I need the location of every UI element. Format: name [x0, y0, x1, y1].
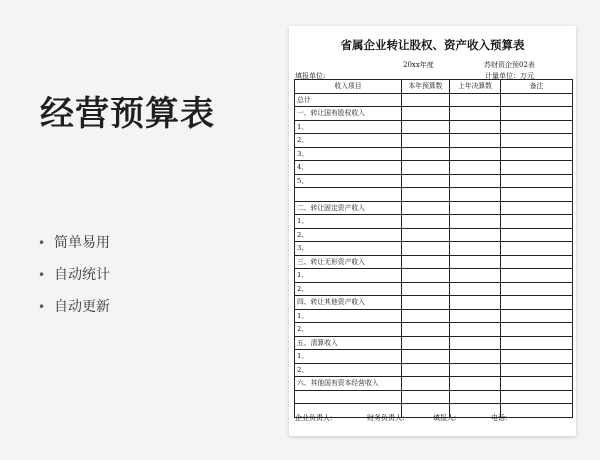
- table-cell: [501, 201, 573, 215]
- row-label: [295, 390, 402, 404]
- row-label: 六、其他国有资本经营收入: [295, 377, 402, 391]
- feature-list: [38, 232, 110, 328]
- row-label: 3、: [295, 147, 402, 161]
- table-row: [295, 282, 573, 296]
- table-cell: [402, 323, 450, 337]
- bullet-icon: •: [38, 236, 46, 250]
- table-row: [295, 323, 573, 337]
- table-cell: [450, 336, 501, 350]
- table-cell: [450, 255, 501, 269]
- form-number: 苏财资企预02表: [484, 61, 535, 69]
- table-cell: [450, 323, 501, 337]
- row-label: 1、: [295, 309, 402, 323]
- table-cell: [402, 350, 450, 364]
- signature-label: 电话:: [491, 414, 508, 422]
- table-cell: [501, 296, 573, 310]
- row-label: 总计: [295, 93, 402, 107]
- table-cell: [402, 201, 450, 215]
- document-preview: [289, 26, 576, 436]
- bullet-icon: •: [38, 300, 46, 314]
- row-label: 四、转让其他资产收入: [295, 296, 402, 310]
- table-cell: [402, 120, 450, 134]
- feature-item: [38, 264, 110, 296]
- table-cell: [450, 147, 501, 161]
- row-label: 2、: [295, 363, 402, 377]
- table-row: [295, 134, 573, 148]
- feature-label: 简单易用: [54, 235, 110, 251]
- table-row: [295, 201, 573, 215]
- bullet-icon: •: [38, 268, 46, 282]
- table-cell: [450, 174, 501, 188]
- table-row: [295, 161, 573, 175]
- table-cell: [450, 188, 501, 202]
- table-cell: [402, 215, 450, 229]
- table-cell: [501, 350, 573, 364]
- column-header: 本年预算数: [402, 80, 450, 94]
- table-cell: [402, 336, 450, 350]
- table-cell: [501, 188, 573, 202]
- table-body: [295, 93, 573, 417]
- row-label: [295, 188, 402, 202]
- table-cell: [501, 336, 573, 350]
- table-cell: [450, 363, 501, 377]
- measurement-unit-label: 计量单位：万元: [485, 72, 534, 80]
- table-cell: [501, 377, 573, 391]
- table-row: [295, 228, 573, 242]
- table-row: [295, 269, 573, 283]
- table-cell: [402, 188, 450, 202]
- row-label: 二、转让固定资产收入: [295, 201, 402, 215]
- table-cell: [402, 296, 450, 310]
- table-cell: [402, 93, 450, 107]
- column-header: 上年决算数: [450, 80, 501, 94]
- table-cell: [501, 309, 573, 323]
- row-label: 4、: [295, 161, 402, 175]
- reporting-unit-label: 填报单位:: [295, 72, 326, 80]
- table-cell: [501, 242, 573, 256]
- feature-item: [38, 296, 110, 328]
- row-label: 2、: [295, 323, 402, 337]
- table-row: [295, 390, 573, 404]
- table-cell: [501, 282, 573, 296]
- row-label: 5、: [295, 174, 402, 188]
- row-label: 五、清算收入: [295, 336, 402, 350]
- table-cell: [402, 147, 450, 161]
- table-cell: [450, 228, 501, 242]
- table-cell: [450, 282, 501, 296]
- table-cell: [402, 390, 450, 404]
- table-cell: [501, 161, 573, 175]
- table-cell: [450, 390, 501, 404]
- row-label: 2、: [295, 282, 402, 296]
- table-row: [295, 242, 573, 256]
- table-cell: [450, 242, 501, 256]
- row-label: 1、: [295, 269, 402, 283]
- row-label: 1、: [295, 120, 402, 134]
- table-cell: [402, 134, 450, 148]
- table-row: [295, 120, 573, 134]
- table-cell: [501, 255, 573, 269]
- table-row: [295, 93, 573, 107]
- table-cell: [402, 255, 450, 269]
- table-cell: [402, 107, 450, 121]
- table-cell: [501, 404, 573, 418]
- table-cell: [501, 323, 573, 337]
- table-cell: [402, 363, 450, 377]
- table-cell: [450, 201, 501, 215]
- table-row: [295, 147, 573, 161]
- table-cell: [450, 161, 501, 175]
- row-label: 1、: [295, 215, 402, 229]
- table-cell: [450, 93, 501, 107]
- table-row: [295, 107, 573, 121]
- feature-label: 自动统计: [54, 267, 110, 283]
- row-label: 3、: [295, 242, 402, 256]
- table-cell: [402, 242, 450, 256]
- table-cell: [402, 161, 450, 175]
- table-cell: [402, 309, 450, 323]
- fiscal-year: 20xx年度: [403, 61, 434, 69]
- table-row: [295, 296, 573, 310]
- table-cell: [450, 134, 501, 148]
- table-cell: [450, 107, 501, 121]
- table-cell: [501, 147, 573, 161]
- table-row: [295, 188, 573, 202]
- table-row: [295, 309, 573, 323]
- table-row: [295, 377, 573, 391]
- table-header-row: [295, 80, 573, 94]
- row-label: 1、: [295, 350, 402, 364]
- table-cell: [450, 120, 501, 134]
- signature-label: 企业负责人:: [295, 414, 333, 422]
- table-row: [295, 215, 573, 229]
- table-row: [295, 363, 573, 377]
- table-cell: [501, 134, 573, 148]
- table-cell: [402, 269, 450, 283]
- signature-label: 填报人:: [433, 414, 457, 422]
- table-cell: [402, 282, 450, 296]
- table-cell: [402, 174, 450, 188]
- table-cell: [450, 377, 501, 391]
- table-cell: [450, 215, 501, 229]
- table-cell: [402, 228, 450, 242]
- table-cell: [501, 215, 573, 229]
- column-header: 备注: [501, 80, 573, 94]
- table-cell: [501, 363, 573, 377]
- table-cell: [501, 174, 573, 188]
- row-label: 2、: [295, 228, 402, 242]
- column-header: 收入项目: [295, 80, 402, 94]
- row-label: 三、转让无形资产收入: [295, 255, 402, 269]
- table-row: [295, 255, 573, 269]
- table-cell: [450, 269, 501, 283]
- signature-label: 财务负责人:: [367, 414, 405, 422]
- feature-label: 自动更新: [54, 299, 110, 315]
- hero-title: 经营预算表: [40, 94, 215, 134]
- table-cell: [450, 296, 501, 310]
- row-label: 2、: [295, 134, 402, 148]
- row-label: 一、转让国有股权收入: [295, 107, 402, 121]
- table-row: [295, 350, 573, 364]
- table-cell: [501, 228, 573, 242]
- table-row: [295, 336, 573, 350]
- table-cell: [501, 390, 573, 404]
- table-row: [295, 174, 573, 188]
- table-cell: [501, 120, 573, 134]
- table-cell: [501, 269, 573, 283]
- budget-table: [294, 79, 573, 418]
- document-title: 省属企业转让股权、资产收入预算表: [340, 38, 525, 52]
- table-cell: [501, 107, 573, 121]
- feature-item: [38, 232, 110, 264]
- table-cell: [402, 377, 450, 391]
- table-cell: [450, 350, 501, 364]
- table-cell: [501, 93, 573, 107]
- table-cell: [450, 309, 501, 323]
